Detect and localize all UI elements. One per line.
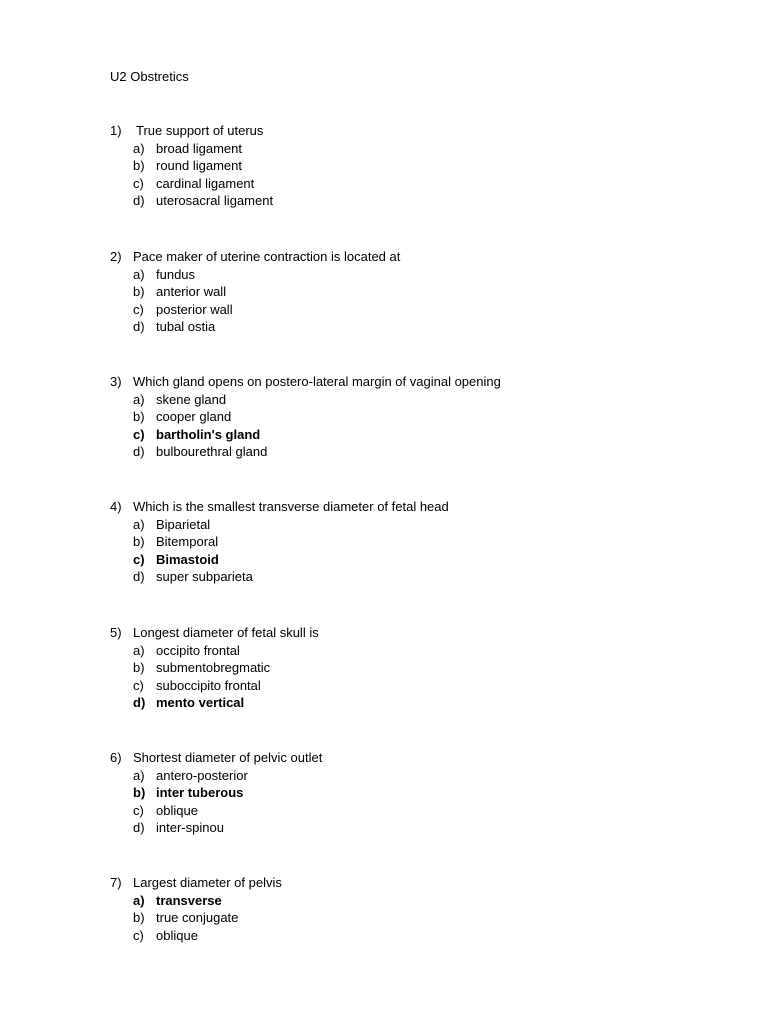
answer-option [110, 301, 730, 319]
answer-option [110, 175, 730, 193]
answer-option [110, 408, 730, 426]
question-number: 7) [110, 875, 122, 890]
question-text: Which is the smallest transverse diameter of fetal head [133, 499, 449, 514]
question-text: Largest diameter of pelvis [133, 875, 282, 890]
option-letter: a) [133, 892, 145, 908]
option-letter: b) [133, 785, 146, 800]
answer-option [110, 802, 730, 820]
question-1 [110, 122, 730, 210]
option-letter: c) [133, 175, 144, 191]
option-text: broad ligament [156, 140, 242, 156]
option-text: super subparieta [156, 569, 253, 584]
question-text: Longest diameter of fetal skull is [133, 625, 319, 640]
question-number: 1) [110, 123, 122, 138]
option-letter: a) [133, 767, 145, 783]
option-letter: c) [133, 301, 144, 317]
option-letter: c) [133, 551, 145, 567]
option-letter: d) [133, 569, 145, 584]
option-letter: a) [133, 266, 145, 282]
option-letter: b) [133, 910, 145, 925]
option-text: posterior wall [156, 301, 233, 317]
question-stem [110, 248, 730, 266]
answer-option [110, 642, 730, 660]
option-text: oblique [156, 802, 198, 818]
question-2 [110, 248, 730, 336]
question-text: Pace maker of uterine contraction is located at [133, 249, 401, 264]
option-letter: d) [133, 820, 145, 835]
question-7 [110, 874, 730, 944]
question-stem [110, 749, 730, 767]
answer-option [110, 426, 730, 444]
answer-option [110, 391, 730, 409]
option-text: skene gland [156, 391, 227, 407]
option-letter: a) [133, 391, 145, 407]
option-text: round ligament [156, 158, 242, 173]
document-title: U2 Obstretics [110, 69, 189, 84]
option-text: fundus [156, 266, 196, 282]
answer-option [110, 659, 730, 677]
answer-option [110, 767, 730, 785]
answer-option [110, 568, 730, 586]
option-text: cooper gland [156, 409, 232, 424]
answer-option [110, 819, 730, 837]
answer-option [110, 318, 730, 336]
option-letter: d) [133, 193, 145, 208]
option-letter: c) [133, 677, 144, 693]
question-number: 3) [110, 374, 122, 389]
question-text: True support of uterus [136, 123, 264, 138]
question-5 [110, 624, 730, 712]
option-text: suboccipito frontal [156, 677, 261, 693]
option-text: anterior wall [156, 284, 227, 299]
answer-option [110, 443, 730, 461]
option-letter: b) [133, 660, 145, 675]
option-letter: b) [133, 158, 145, 173]
option-text: submentobregmatic [156, 660, 271, 675]
question-stem [110, 624, 730, 642]
option-letter: a) [133, 642, 145, 658]
question-text: Which gland opens on postero-lateral margin of vaginal opening [133, 374, 501, 389]
option-letter: a) [133, 516, 145, 532]
option-letter: d) [133, 444, 145, 459]
option-text: bulbourethral gland [156, 444, 268, 459]
option-text: occipito frontal [156, 642, 240, 658]
question-number: 2) [110, 249, 122, 264]
option-text: oblique [156, 927, 198, 943]
question-stem [110, 498, 730, 516]
option-text: inter tuberous [156, 785, 244, 800]
answer-option [110, 283, 730, 301]
option-text: Biparietal [156, 516, 211, 532]
option-letter: b) [133, 534, 145, 549]
question-3 [110, 373, 730, 461]
answer-option [110, 784, 730, 802]
answer-option [110, 677, 730, 695]
option-text: true conjugate [156, 910, 239, 925]
answer-option [110, 140, 730, 158]
question-number: 5) [110, 625, 122, 640]
option-letter: b) [133, 284, 145, 299]
question-6 [110, 749, 730, 837]
option-text: bartholin's gland [156, 426, 261, 442]
option-text: transverse [156, 892, 222, 908]
answer-option [110, 266, 730, 284]
option-letter: d) [133, 695, 146, 710]
option-text: inter-spinou [156, 820, 224, 835]
option-text: mento vertical [156, 695, 245, 710]
answer-option [110, 157, 730, 175]
answer-option [110, 694, 730, 712]
option-text: uterosacral ligament [156, 193, 274, 208]
question-4 [110, 498, 730, 586]
answer-option [110, 909, 730, 927]
option-letter: c) [133, 802, 144, 818]
question-text: Shortest diameter of pelvic outlet [133, 750, 323, 765]
answer-option [110, 533, 730, 551]
option-letter: c) [133, 927, 144, 943]
answer-option [110, 551, 730, 569]
option-letter: c) [133, 426, 145, 442]
option-text: antero-posterior [156, 767, 248, 783]
answer-option [110, 516, 730, 534]
question-number: 4) [110, 499, 122, 514]
answer-option [110, 192, 730, 210]
option-text: cardinal ligament [156, 175, 255, 191]
option-letter: d) [133, 319, 145, 334]
option-letter: a) [133, 140, 145, 156]
answer-option [110, 892, 730, 910]
option-text: Bimastoid [156, 551, 219, 567]
option-text: tubal ostia [156, 319, 216, 334]
question-stem [110, 122, 730, 140]
answer-option [110, 927, 730, 945]
option-letter: b) [133, 409, 145, 424]
question-stem [110, 874, 730, 892]
question-stem [110, 373, 730, 391]
question-number: 6) [110, 750, 122, 765]
option-text: Bitemporal [156, 534, 219, 549]
